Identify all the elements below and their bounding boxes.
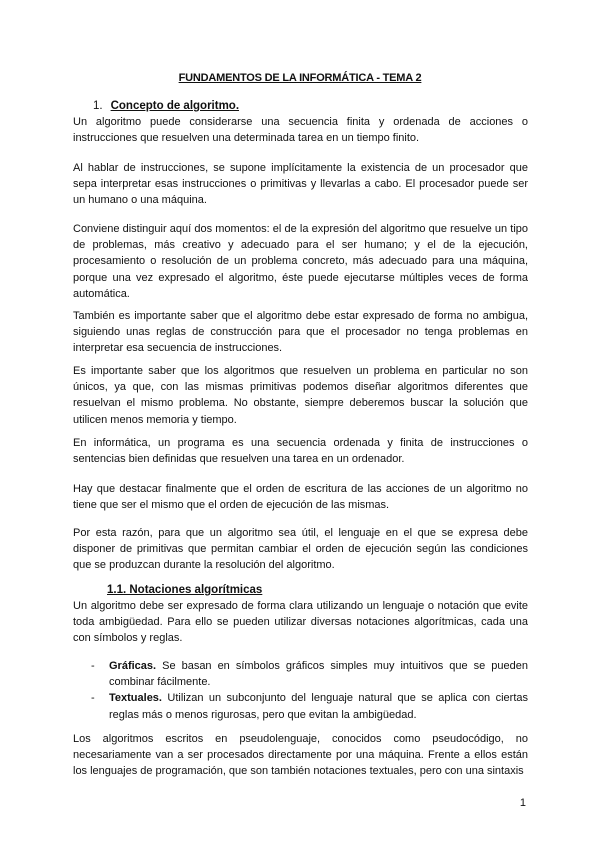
paragraph-pseudocode: Los algoritmos escritos en pseudolenguaje, conocidos como pseudocódigo, no necesariamente van a ser procesados directamente por una máquina. Frente a ellos están los lenguajes de programación, que son también notaciones textuales, pero con una sintaxis (73, 733, 528, 778)
subsection-heading: 1.1. Notaciones algorítmicas (107, 584, 263, 596)
notation-list (73, 658, 528, 723)
paragraph-notations-intro: Un algoritmo debe ser expresado de forma clara utilizando un lenguaje o notación que evite toda ambigüedad. Para ello se pueden utilizar diversas notaciones algorítmicas, cada una con símbolos y reglas. (73, 600, 528, 645)
page-number: 1 (519, 797, 526, 809)
list-item (73, 658, 528, 690)
list-bullet: - (91, 660, 95, 672)
list-item-term: Textuales. (109, 692, 162, 705)
paragraph-no-ambiguity: También es importante saber que el algoritmo debe estar expresado de forma no ambigua, siguiendo unas reglas de construcción para que el procesador no tenga problemas en interpretar esa secuencia de instrucciones. (73, 310, 528, 355)
paragraph-order: Hay que destacar finalmente que el orden de escritura de las acciones de un algoritmo no tiene que ser el mismo que el orden de ejecución de las mismas. (73, 483, 528, 512)
paragraph-not-unique: Es importante saber que los algoritmos que resuelven un problema en particular no son únicos, ya que, con las mismas primitivas podemos diseñar algoritmos diferentes que resuelvan el mismo problema. No obstante, siempre deberemos buscar la solución que utilicen menos memoria y tiempo. (73, 365, 528, 426)
list-item-text: Utilizan un subconjunto del lenguaje natural que se aplica con ciertas reglas más o menos rigurosas, pero que evitan la ambigüedad. (109, 692, 528, 721)
list-item (73, 690, 528, 722)
list-item-term: Gráficas. (109, 660, 157, 672)
list-item-text: Se basan en símbolos gráficos simples muy intuitivos que se pueden combinar fácilmente. (109, 660, 528, 689)
list-bullet: - (91, 692, 95, 705)
paragraph-two-moments: Conviene distinguir aquí dos momentos: el de la expresión del algoritmo que resuelve un tipo de problemas, más creativo y adecuado para el ser humano; y el de la ejecución, procesamiento o resolución de un problema concreto, más adecuado para una máquina, porque una vez expresado el algoritmo, éste puede ejecutarse múltiples veces de forma automática. (73, 223, 528, 300)
paragraph-program: En informática, un programa es una secuencia ordenada y finita de instrucciones o sentencias bien definidas que resuelven una tarea en un ordenador. (73, 437, 528, 466)
section-heading-1 (93, 100, 239, 112)
document-title: FUNDAMENTOS DE LA INFORMÁTICA - TEMA 2 (178, 72, 422, 84)
section-title: Concepto de algoritmo. (110, 100, 240, 112)
paragraph-definition: Un algoritmo puede considerarse una secuencia finita y ordenada de acciones o instrucciones que resuelven una determinada tarea en un tiempo finito. (73, 116, 528, 145)
paragraph-primitives: Por esta razón, para que un algoritmo sea útil, el lenguaje en el que se expresa debe disponer de primitivas que permitan cambiar el orden de ejecución según las condiciones que se produzcan durante la resolución del algoritmo. (73, 527, 528, 572)
paragraph-processor: Al hablar de instrucciones, se supone implícitamente la existencia de un procesador que sepa interpretar esas instrucciones o primitivas y llevarlas a cabo. El procesador puede ser un humano o una máquina. (73, 162, 528, 207)
section-number: 1. (93, 100, 103, 112)
